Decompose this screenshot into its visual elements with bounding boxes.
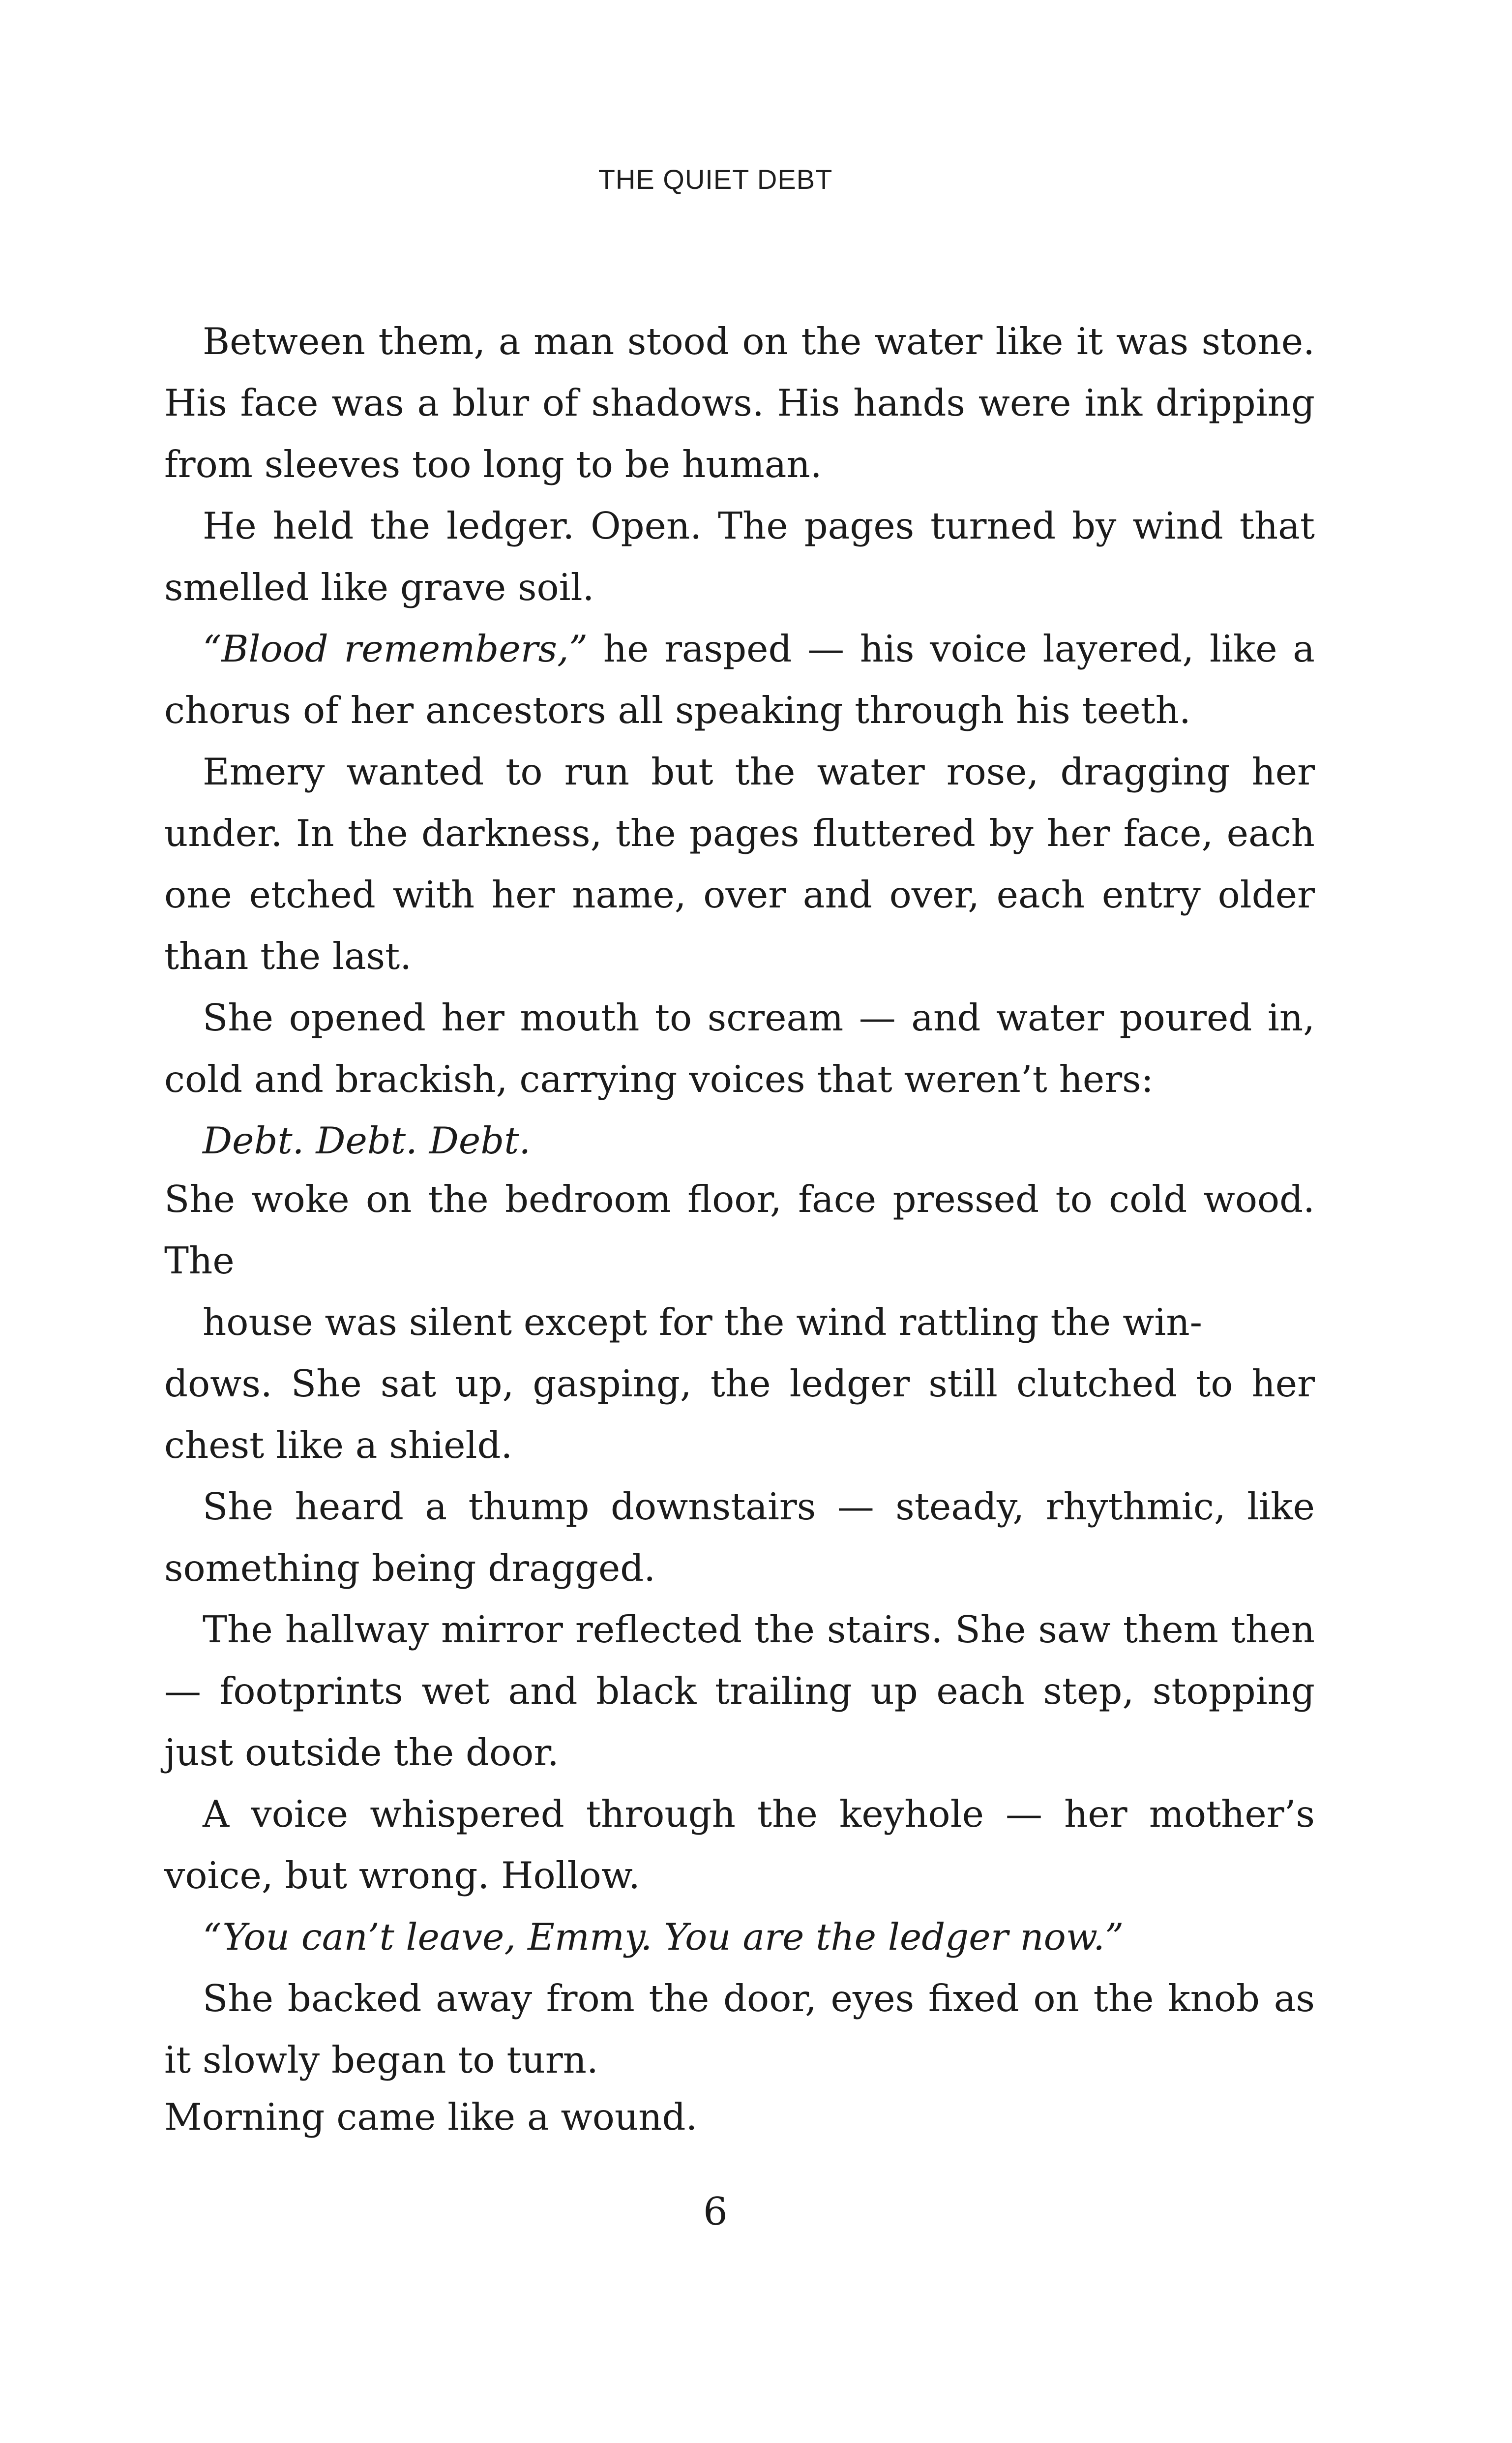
page-number: 6: [703, 2190, 728, 2234]
paragraph: [164, 618, 1315, 741]
paragraph-line: She woke on the bedroom floor, face pressed to cold wood. The: [164, 1177, 1315, 1282]
italic-paragraph: [164, 1110, 1315, 1172]
running-header: THE QUIET DEBT: [598, 164, 833, 195]
paragraph: Between them, a man stood on the water like it was stone. His face was a blur of shadows. His hands were ink dripping from sleeves too long to be human.: [164, 320, 1315, 486]
paragraph: A voice whispered through the keyhole — her mother’s voice, but wrong. Hollow.: [164, 1792, 1315, 1897]
paragraph: She opened her mouth to scream — and water poured in, cold and brackish, carrying voices that weren’t hers:: [164, 996, 1315, 1101]
section-waking: [164, 1169, 1315, 2091]
italic-text: Debt. Debt. Debt.: [203, 1119, 531, 1162]
paragraph: The hallway mirror reflected the stairs. She saw them then — footprints wet and black trailing up each step, stopping just outside the door.: [164, 1608, 1315, 1774]
paragraph: Morning came like a wound.: [164, 2095, 698, 2139]
paragraph: dows. She sat up, gasping, the ledger still clutched to her chest like a shield.: [164, 1362, 1315, 1467]
section-morning: [164, 2086, 1315, 2148]
paragraph: He held the ledger. Open. The pages turned by wind that smelled like grave soil.: [164, 504, 1315, 609]
paragraph: She backed away from the door, eyes fixed on the knob as it slowly began to turn.: [164, 1977, 1315, 2081]
paragraph-line: house was silent except for the wind rattling the win-: [203, 1300, 1202, 1344]
italic-quote: “Blood remembers,”: [203, 627, 588, 670]
paragraph-text: he rasped — his voice layered, like a chorus of her ancestors all speaking through his teeth.: [164, 627, 1315, 732]
paragraph: She heard a thump downstairs — steady, rhythmic, like something being dragged.: [164, 1485, 1315, 1590]
italic-text: “You can’t leave, Emmy. You are the ledger now.”: [203, 1915, 1124, 1959]
italic-paragraph: [164, 1906, 1315, 1968]
section-dream: [164, 311, 1315, 1172]
paragraph: Emery wanted to run but the water rose, dragging her under. In the darkness, the pages fluttered by her face, each one etched with her name, over and over, each entry older than the last.: [164, 750, 1315, 978]
